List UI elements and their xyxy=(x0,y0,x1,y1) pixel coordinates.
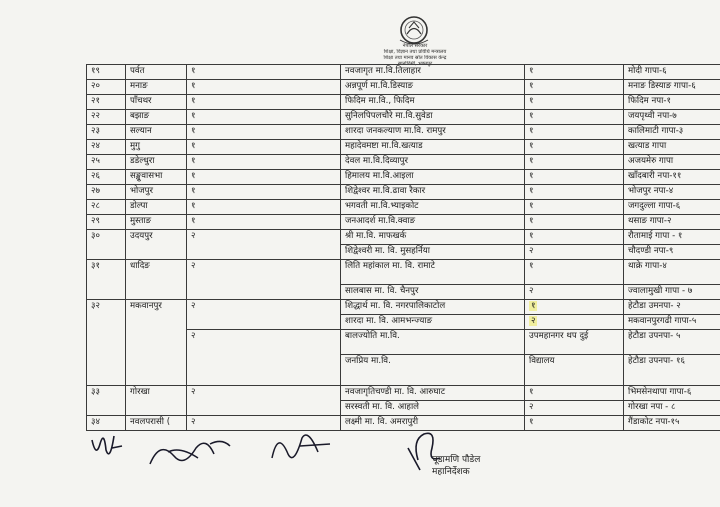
location-cell: अजयमेरु गापा xyxy=(624,155,720,170)
table-row xyxy=(87,386,720,401)
location-cell: मनाङ डिस्याङ गापा-६ xyxy=(624,80,720,95)
count-cell: १ xyxy=(187,80,341,95)
count-cell: १ xyxy=(187,95,341,110)
location-cell: भिमसेनथापा गापा-६ xyxy=(624,386,720,401)
district-cell: धादिङ xyxy=(126,260,187,300)
district-cell: मकवानपुर xyxy=(126,300,187,386)
number-cell: १ xyxy=(525,155,624,170)
location-cell: मकवानपुरगढी गापा-५ xyxy=(624,315,720,330)
district-cell: मुस्ताङ xyxy=(126,215,187,230)
number-cell: १ xyxy=(525,65,624,80)
table-row xyxy=(87,300,720,315)
serial-cell: २१ xyxy=(87,95,126,110)
number-cell: १ xyxy=(525,386,624,401)
count-cell: १ xyxy=(187,185,341,200)
school-cell: शिद्वेश्वरी मा. वि. मुसहर्निया xyxy=(341,245,525,260)
school-allocation-table xyxy=(86,64,720,431)
table-row xyxy=(87,80,720,95)
district-cell: सङ्खुवासभा xyxy=(126,170,187,185)
table-row xyxy=(87,200,720,215)
highlighted-number: २ xyxy=(531,316,536,326)
number-cell: २ xyxy=(525,401,624,416)
district-cell: पाँचथर xyxy=(126,95,187,110)
school-cell: सरस्वती मा. वि. आहाले xyxy=(341,401,525,416)
school-cell: श्री मा.वि. माफखर्क xyxy=(341,230,525,245)
school-cell: जनप्रिय मा.वि. xyxy=(341,355,525,386)
count-cell: १ xyxy=(187,215,341,230)
district-cell: उदयपुर xyxy=(126,230,187,260)
number-cell: १ xyxy=(525,140,624,155)
location-cell: जगदुल्ला गापा-६ xyxy=(624,200,720,215)
serial-cell: २५ xyxy=(87,155,126,170)
serial-cell: २३ xyxy=(87,125,126,140)
number-cell: १ xyxy=(525,125,624,140)
location-cell: फिदिम नपा-१ xyxy=(624,95,720,110)
table-row xyxy=(87,65,720,80)
serial-cell: ३४ xyxy=(87,416,126,431)
signature-1 xyxy=(92,436,122,454)
school-cell: भगवती मा.वि.भ्याइकोट xyxy=(341,200,525,215)
count-cell: १ xyxy=(187,140,341,155)
highlighted-number: १ xyxy=(531,301,536,311)
table-row xyxy=(87,230,720,245)
district-cell: पर्वत xyxy=(126,65,187,80)
count-cell: १ xyxy=(187,65,341,80)
number-cell: १ xyxy=(525,80,624,95)
school-cell: शिद्वेश्वर मा.वि.ढावा रैकार xyxy=(341,185,525,200)
number-cell: १ xyxy=(525,170,624,185)
school-cell: लिति महांकाल मा. वि. रामाटे xyxy=(341,260,525,285)
district-cell: सल्यान xyxy=(126,125,187,140)
location-cell: मोदी गापा-६ xyxy=(624,65,720,80)
table-row xyxy=(87,185,720,200)
location-cell: गोरखा नपा - ८ xyxy=(624,401,720,416)
count-cell: २ xyxy=(187,300,341,330)
location-cell: खाँदबारी नपा-११ xyxy=(624,170,720,185)
number-cell: १ xyxy=(525,110,624,125)
location-cell: ज्वालामुखी गापा - ७ xyxy=(624,285,720,300)
number-cell xyxy=(525,315,624,330)
serial-cell: ३१ xyxy=(87,260,126,300)
table-row xyxy=(87,125,720,140)
table-row xyxy=(87,170,720,185)
serial-cell: २७ xyxy=(87,185,126,200)
school-cell: सालबास मा. वि. चैनपुर xyxy=(341,285,525,300)
table-row xyxy=(87,260,720,285)
serial-cell: २६ xyxy=(87,170,126,185)
location-cell: गैंडाकोट नपा-१५ xyxy=(624,416,720,431)
signatures xyxy=(0,418,720,507)
office-seal xyxy=(372,14,458,66)
signatory-title: महानिर्देशक xyxy=(432,467,470,477)
school-cell: बालज्योति मा.वि. xyxy=(341,330,525,355)
count-cell: २ xyxy=(187,386,341,416)
number-cell: उपमहानगर थप दुई xyxy=(525,330,624,355)
location-cell: खत्याड गापा xyxy=(624,140,720,155)
count-cell: २ xyxy=(187,260,341,300)
serial-cell: २२ xyxy=(87,110,126,125)
district-cell: मनाङ xyxy=(126,80,187,95)
count-cell: १ xyxy=(187,155,341,170)
school-cell: नवजागृत मा.वि.तिलाहार xyxy=(341,65,525,80)
number-cell: १ xyxy=(525,185,624,200)
district-cell: डोल्पा xyxy=(126,200,187,215)
table-row xyxy=(87,140,720,155)
table-row xyxy=(87,215,720,230)
location-cell: थसाङ गापा-२ xyxy=(624,215,720,230)
school-cell: फिदिम मा.वि., फिदिम xyxy=(341,95,525,110)
location-cell: चौदण्डी नपा-९ xyxy=(624,245,720,260)
location-cell: कालिमाटी गापा-३ xyxy=(624,125,720,140)
signatory-name: चूडामणि पौडेल xyxy=(432,455,481,465)
number-cell xyxy=(525,300,624,315)
school-cell: नवजागृतिचण्डी मा. वि. आरुघाट xyxy=(341,386,525,401)
serial-cell: १९ xyxy=(87,65,126,80)
district-cell: मुगु xyxy=(126,140,187,155)
location-cell: जयपृथ्वी नपा-७ xyxy=(624,110,720,125)
district-cell: नवलपरासी ( xyxy=(126,416,187,431)
number-cell: १ xyxy=(525,416,624,431)
district-cell: डडेल्धुरा xyxy=(126,155,187,170)
school-cell: अन्नपूर्ण मा.वि.डिस्याङ xyxy=(341,80,525,95)
location-cell: हेटौडा उपनपा- १६ xyxy=(624,355,720,386)
location-cell: हेटौडा उपनपा- ५ xyxy=(624,330,720,355)
count-cell: १ xyxy=(187,200,341,215)
number-cell: १ xyxy=(525,215,624,230)
location-cell: भोजपुर नपा-४ xyxy=(624,185,720,200)
table-row xyxy=(87,95,720,110)
number-cell: १ xyxy=(525,200,624,215)
count-cell: १ xyxy=(187,170,341,185)
signature-3 xyxy=(272,435,330,458)
number-cell: १ xyxy=(525,95,624,110)
serial-cell: २४ xyxy=(87,140,126,155)
school-cell: जनआदर्श मा.वि.क्वाङ xyxy=(341,215,525,230)
count-cell: १ xyxy=(187,125,341,140)
serial-cell: २० xyxy=(87,80,126,95)
school-cell: लक्ष्मी मा. वि. अमरापुरी xyxy=(341,416,525,431)
district-cell: गोरखा xyxy=(126,386,187,416)
count-cell: २ xyxy=(187,330,341,386)
school-cell: हिमालय मा.वि.आइला xyxy=(341,170,525,185)
signature-2 xyxy=(150,441,230,464)
serial-cell: ३२ xyxy=(87,300,126,386)
serial-cell: ३० xyxy=(87,230,126,260)
district-cell: भोजपुर xyxy=(126,185,187,200)
location-cell: थाक्रे गापा-४ xyxy=(624,260,720,285)
seal-line-4: सानोठिमी, भक्तपुर xyxy=(397,61,433,67)
school-cell: महादेवमष्टा मा.वि.खत्याड xyxy=(341,140,525,155)
number-cell: १ xyxy=(525,260,624,285)
district-cell: बझाङ xyxy=(126,110,187,125)
signatory-block xyxy=(432,454,480,478)
number-cell: २ xyxy=(525,285,624,300)
count-cell: १ xyxy=(187,110,341,125)
school-cell: सुनिलपिपलचौरे मा.वि.सुवेडा xyxy=(341,110,525,125)
number-cell: विद्यालय xyxy=(525,355,624,386)
number-cell: १ xyxy=(525,230,624,245)
location-cell: रौतामाई गापा - १ xyxy=(624,230,720,245)
serial-cell: ३३ xyxy=(87,386,126,416)
table-row xyxy=(87,155,720,170)
serial-cell: २९ xyxy=(87,215,126,230)
school-cell: देवल मा.वि.दिव्यापुर xyxy=(341,155,525,170)
school-cell: शारदा मा. वि. आमभन्ज्याङ xyxy=(341,315,525,330)
count-cell: २ xyxy=(187,230,341,260)
count-cell: २ xyxy=(187,416,341,431)
school-cell: शारदा जनकल्याण मा.वि. रामपुर xyxy=(341,125,525,140)
serial-cell: २८ xyxy=(87,200,126,215)
seal-line-3: शिक्षा तथा मानव स्रोत विकास केन्द्र xyxy=(383,55,447,61)
table-row xyxy=(87,110,720,125)
number-cell: २ xyxy=(525,245,624,260)
seal-line-1: नेपाल सरकार xyxy=(402,43,428,49)
location-cell: हेटौडा उमनपा- २ xyxy=(624,300,720,315)
school-cell: शिद्धार्थ मा. वि. नगरपालिकाटोल xyxy=(341,300,525,315)
seal-line-2: शिक्षा, विज्ञान तथा प्रविधि मन्त्रालय xyxy=(383,49,447,55)
